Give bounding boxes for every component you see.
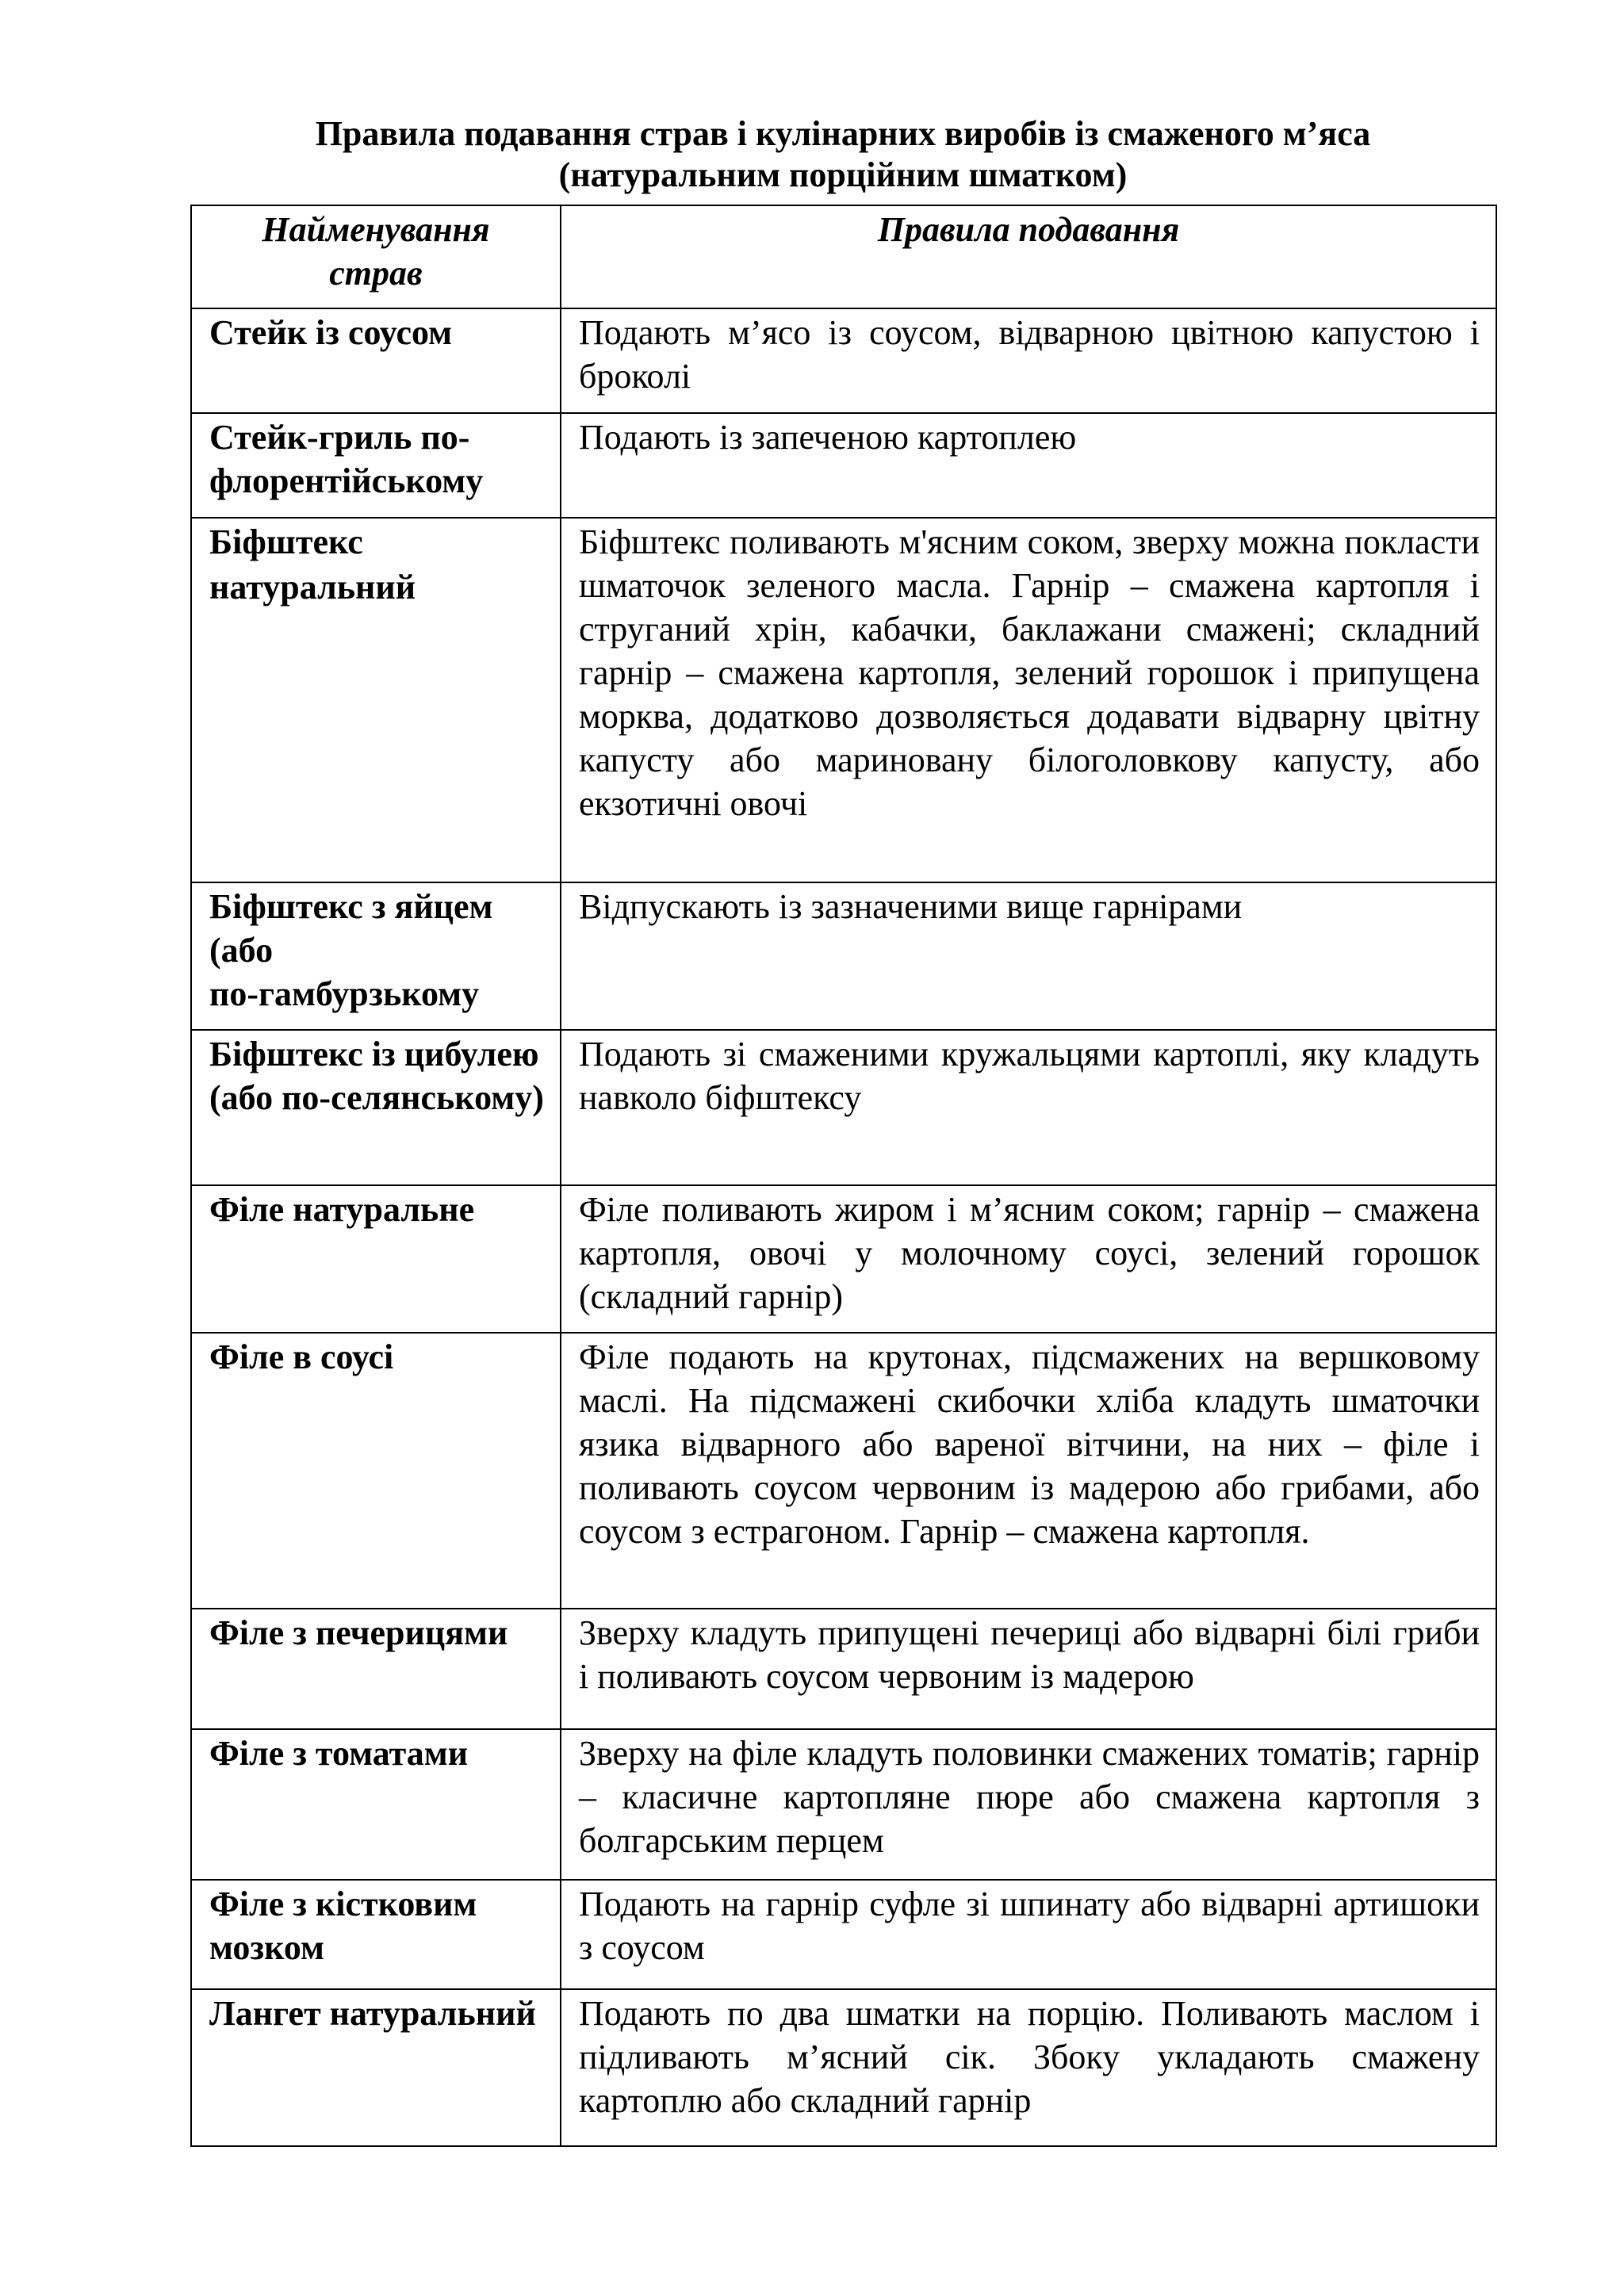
dish-name-cell: Стейк із соусом: [191, 308, 561, 413]
table-row: [191, 1729, 1496, 1880]
table-row: [191, 1185, 1496, 1333]
header-dish-name: Найменування страв: [191, 205, 561, 308]
serving-rules-table: [190, 205, 1497, 2147]
table-row: [191, 1880, 1496, 1989]
table-row: [191, 1333, 1496, 1609]
serving-rule-cell: Зверху на філе кладуть половинки смажених томатів; гарнір – класичне картопляне пюре або смажена картопля з болгарським перцем: [561, 1729, 1496, 1880]
dish-name-cell: Біфштекс натуральний: [191, 518, 561, 882]
header-serving-rules: Правила подавання: [561, 205, 1496, 308]
serving-rule-cell: Відпускають із зазначеними вище гарнірами: [561, 882, 1496, 1030]
serving-rule-cell: Подають зі смаженими кружальцями картоплі, яку кладуть навколо біфштексу: [561, 1030, 1496, 1185]
dish-name-cell: Філе з томатами: [191, 1729, 561, 1880]
serving-rule-cell: Подають із запеченою картоплею: [561, 413, 1496, 518]
dish-name-cell: Біфштекс із цибулею (або по-селянському): [191, 1030, 561, 1185]
table-row: [191, 413, 1496, 518]
document-subtitle: (натуральним порційним шматком): [558, 155, 1128, 194]
table-row: [191, 1609, 1496, 1729]
serving-rule-cell: Подають по два шматки на порцію. Поливають маслом і підливають м’ясний сік. Збоку укладають смажену картоплю або складний гарнір: [561, 1989, 1496, 2146]
table-row: [191, 518, 1496, 882]
serving-rule-cell: Подають на гарнір суфле зі шпинату або відварні артишоки з соусом: [561, 1880, 1496, 1989]
dish-name-cell: Філе натуральне: [191, 1185, 561, 1333]
table-row: [191, 882, 1496, 1030]
serving-rule-cell: Філе подають на крутонах, підсмажених на вершковому маслі. На підсмажені скибочки хліба кладуть шматочки язика відварного або вареної вітчини, на них – філе і поливають соусом червоним із мадерою або грибами, або соусом з естрагоном. Гарнір – смажена картопля.: [561, 1333, 1496, 1609]
serving-rule-cell: Зверху кладуть припущені печериці або відварні білі гриби і поливають соусом червоним із мадерою: [561, 1609, 1496, 1729]
dish-name-cell: Стейк-гриль по-флорентійському: [191, 413, 561, 518]
serving-rule-cell: Подають м’ясо із соусом, відварною цвітною капустою і броколі: [561, 308, 1496, 413]
serving-rule-cell: Філе поливають жиром і м’ясним соком; гарнір – смажена картопля, овочі у молочному соусі, зелений горошок (складний гарнір): [561, 1185, 1496, 1333]
table-row: [191, 1030, 1496, 1185]
dish-name-cell: Біфштекс з яйцем (або по-гамбурзькому: [191, 882, 561, 1030]
serving-rule-cell: Біфштекс поливають м'ясним соком, зверху можна покласти шматочок зеленого масла. Гарнір – смажена картопля і струганий хрін, кабачки, баклажани смажені; складний гарнір – смажена картопля, зелений горошок і припущена морква, додатково дозволяється додавати відварну цвітну капусту або мариновану білоголовкову капусту, або екзотичні овочі: [561, 518, 1496, 882]
dish-name-cell: Філе з кістковим мозком: [191, 1880, 561, 1989]
document-title: Правила подавання страв і кулінарних виробів із смаженого м’яса: [315, 114, 1371, 153]
table-header-row: [191, 205, 1496, 308]
dish-name-cell: Філе з печерицями: [191, 1609, 561, 1729]
table-row: [191, 1989, 1496, 2146]
dish-name-cell: Філе в соусі: [191, 1333, 561, 1609]
dish-name-cell: Лангет натуральний: [191, 1989, 561, 2146]
table-row: [191, 308, 1496, 413]
